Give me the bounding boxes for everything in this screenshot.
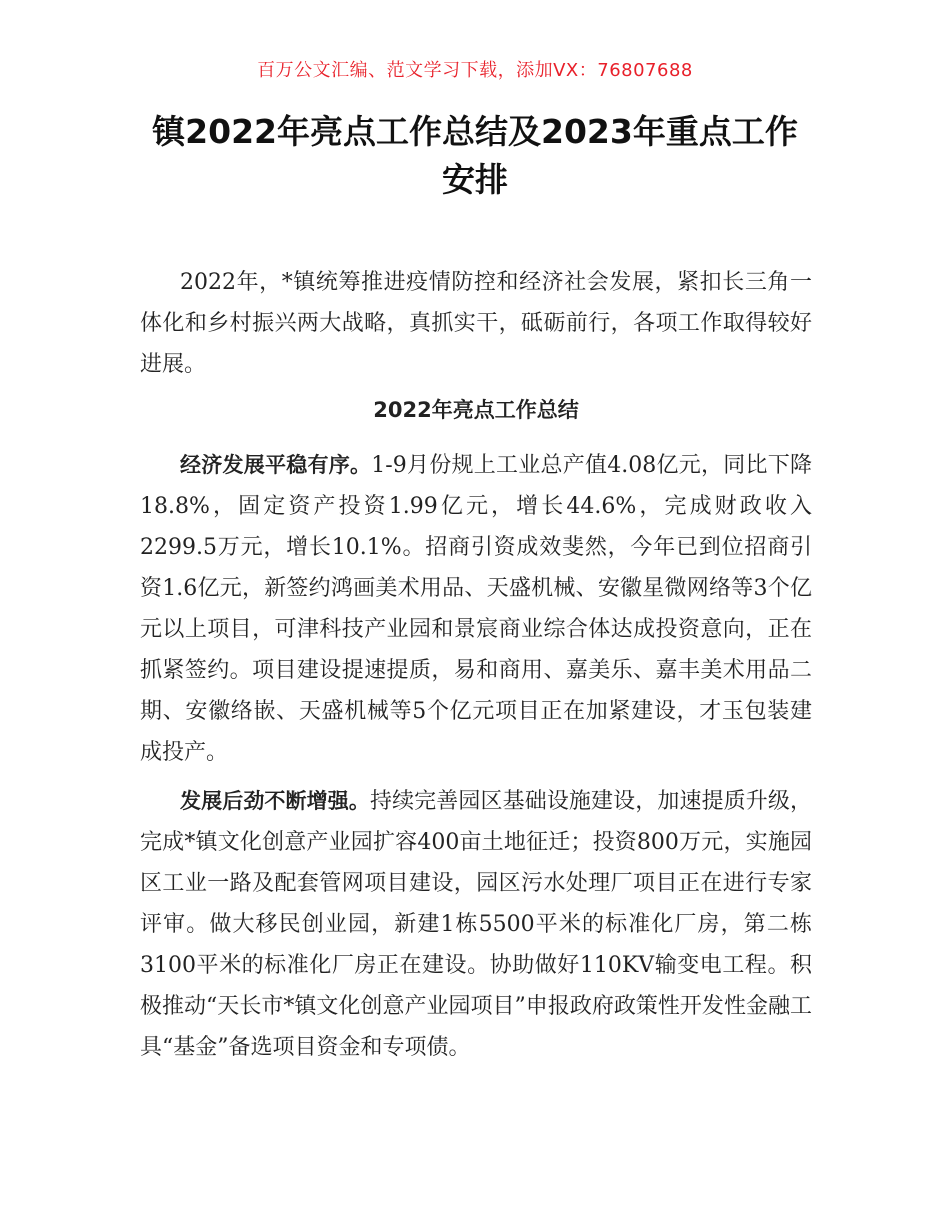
- intro-paragraph: 2022年，*镇统筹推进疫情防控和经济社会发展，紧扣长三角一体化和乡村振兴两大战略，真抓实干，砥砺前行，各项工作取得较好进展。: [140, 270, 812, 377]
- paragraph-economy: [140, 445, 812, 773]
- paragraph-lead: 发展后劲不断增强。: [180, 789, 370, 813]
- document-body: [140, 262, 812, 1072]
- paragraph-lead: 经济发展平稳有序。: [180, 453, 372, 477]
- section-heading: 2022年亮点工作总结: [373, 398, 579, 422]
- promo-banner: 百万公文汇编、范文学习下载，添加VX：76807688: [257, 60, 693, 81]
- document-title: 镇2022年亮点工作总结及2023年重点工作安排: [152, 112, 798, 199]
- paragraph-momentum: [140, 781, 812, 1068]
- paragraph-text: 1-9月份规上工业总产值4.08亿元，同比下降18.8%，固定资产投资1.99亿元，增长44.6%，完成财政收入2299.5万元，增长10.1%。招商引资成效斐然，今年已到位招商引资1.6亿元，新签约鸿画美术用品、天盛机械、安徽星微网络等3个亿元以上项目，可津科技产业园和景宸商业综合体达成投资意向，正在抓紧签约。项目建设提速提质，易和商用、嘉美乐、嘉丰美术用品二期、安徽络嵌、天盛机械等5个亿元项目正在加紧建设，才玉包装建成投产。: [140, 453, 812, 765]
- paragraph-text: 持续完善园区基础设施建设，加速提质升级，完成*镇文化创意产业园扩容400亩土地征迁；投资800万元，实施园区工业一路及配套管网项目建设，园区污水处理厂项目正在进行专家评审。做大移民创业园，新建1栋5500平米的标准化厂房，第二栋3100平米的标准化厂房正在建设。协助做好110KV输变电工程。积极推动“天长市*镇文化创意产业园项目”申报政府政策性开发性金融工具“基金”备选项目资金和专项债。: [140, 789, 813, 1060]
